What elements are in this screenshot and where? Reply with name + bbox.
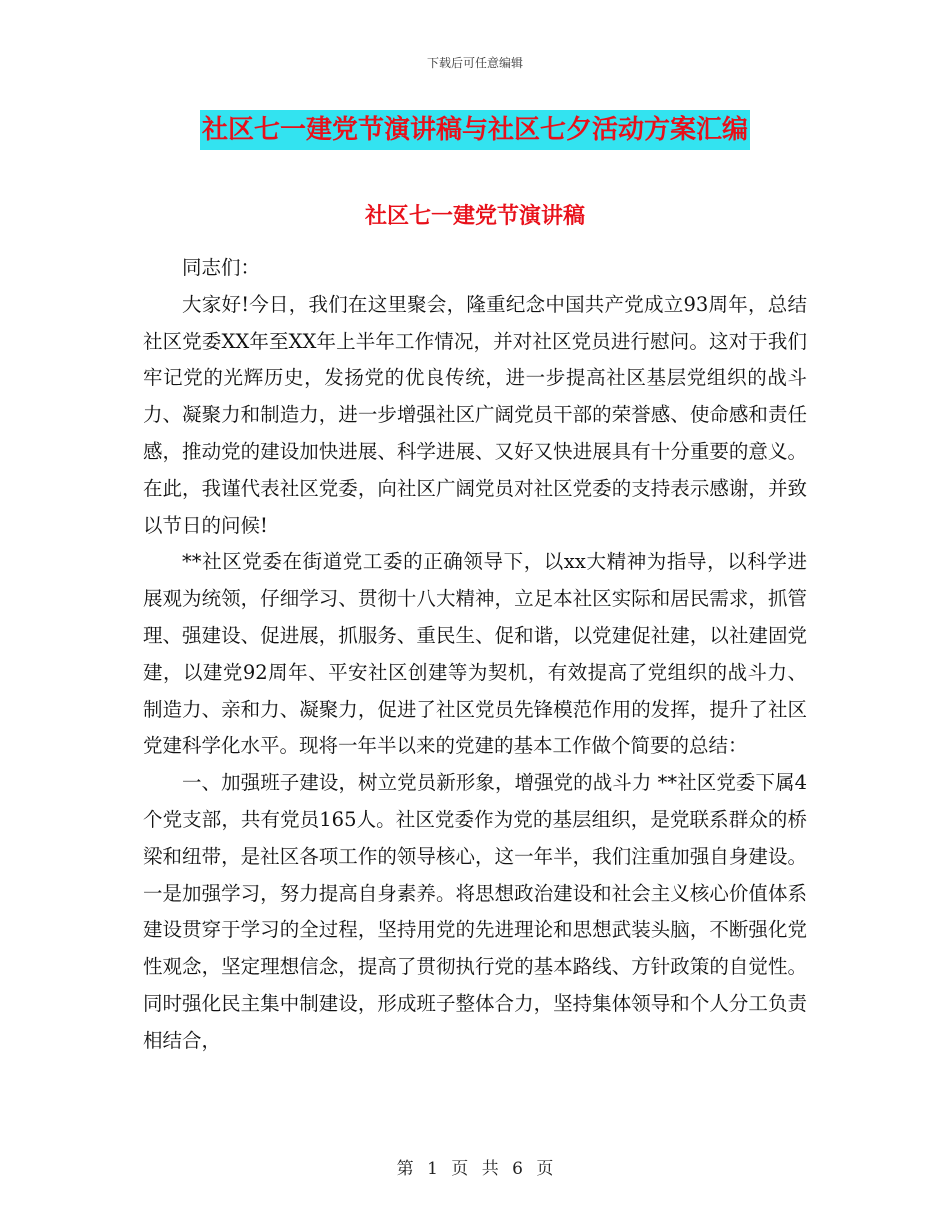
document-body — [143, 250, 807, 1060]
page-label-prefix: 第 — [396, 1159, 414, 1179]
page-footer — [0, 1154, 950, 1179]
page-current-number: 1 — [427, 1159, 438, 1179]
page-total-number: 6 — [512, 1159, 523, 1179]
main-title: 社区七一建党节演讲稿与社区七夕活动方案汇编 — [200, 110, 750, 150]
paragraph-summary: **社区党委在街道党工委的正确领导下，以xx大精神为指导，以科学进展观为统领，仔细学习、贯彻十八大精神，立足本社区实际和居民需求，抓管理、强建设、促进展，抓服务、重民生、促和谐，以党建促社建，以社建固党建，以建党92周年、平安社区创建等为契机，有效提高了党组织的战斗力、制造力、亲和力、凝聚力，促进了社区党员先锋模范作用的发挥，提升了社区党建科学化水平。现将一年半以来的党建的基本工作做个简要的总结： — [143, 550, 807, 758]
sub-title: 社区七一建党节演讲稿 — [364, 204, 585, 229]
paragraph-opening: 大家好!今日，我们在这里聚会，隆重纪念中国共产党成立93周年，总结社区党委XX年至XX年上半年工作情况，并对社区党员进行慰问。这对于我们牢记党的光辉历史，发扬党的优良传统，进一步提高社区基层党组织的战斗力、凝聚力和制造力，进一步增强社区广阔党员干部的荣誉感、使命感和责任感，推动党的建设加快进展、科学进展、又好又快进展具有十分重要的意义。在此，我谨代表社区党委，向社区广阔党员对社区党委的支持表示感谢，并致以节日的问候! — [143, 292, 807, 537]
page-header-note: 下载后可任意编辑 — [426, 56, 523, 70]
paragraph-section-one: 一、加强班子建设，树立党员新形象，增强党的战斗力 **社区党委下属4个党支部，共有党员165人。社区党委作为党的基层组织，是党联系群众的桥梁和纽带，是社区各项工作的领导核心，这一年半，我们注重加强自身建设。一是加强学习，努力提高自身素养。将思想政治建设和社会主义核心价值体系建设贯穿于学习的全过程，坚持用党的先进理论和思想武装头脑，不断强化党性观念，坚定理想信念，提高了贯彻执行党的基本路线、方针政策的自觉性。同时强化民主集中制建设，形成班子整体合力，坚持集体领导和个人分工负责相结合， — [143, 771, 807, 1052]
main-title-container — [0, 110, 950, 150]
paragraph-salutation: 同志们： — [182, 256, 261, 279]
page-label-suffix: 页 — [536, 1159, 554, 1179]
page-total-prefix: 共 — [481, 1159, 499, 1179]
page-label-mid: 页 — [451, 1159, 469, 1179]
